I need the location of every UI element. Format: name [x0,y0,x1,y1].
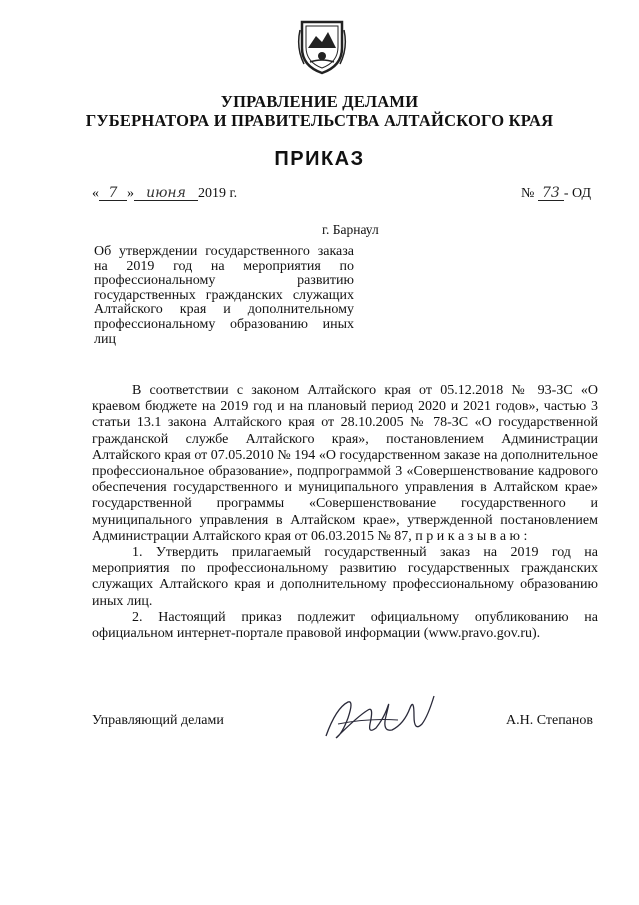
number-value: 73 [538,186,564,201]
date-year: 2019 г. [198,186,238,201]
document-date [92,186,237,202]
document-body [92,383,598,642]
city: г. Барнаул [322,222,379,237]
body-paragraph-item-1: 1. Утвердить прилагаемый государственный заказ на 2019 год на мероприятия по профессиональному развитию государственных гражданских служащих Алтайского края и дополнительному профессиональному образованию иных лиц. [92,545,598,609]
handwritten-signature [318,688,438,746]
organization-name-line-1: УПРАВЛЕНИЕ ДЕЛАМИ [220,92,419,111]
number-suffix: - ОД [563,186,591,201]
document-subject: Об утверждении государственного заказа на 2019 год на мероприятия по профессиональному развитию государственных гражданских служащих Алтайского края и дополнительному профессиональному образованию иных лиц [94,244,354,347]
number-prefix: № [521,186,535,201]
signatory-position: Управляющий делами [92,713,224,728]
body-paragraph-preamble: В соответствии с законом Алтайского края от 05.12.2018 № 93-ЗС «О краевом бюджете на 2019 год и на плановый период 2020 и 2021 годов», частью 3 статьи 13.1 закона Алтайского края от 28.10.2005 № 78-ЗС «О государственной гражданской службе Алтайского края», постановлением Администрации Алтайского края от 07.05.2010 № 194 «О государственном заказе на дополнительное профессиональное образование», подпрограммой 3 «Совершенствование кадрового обеспечения государственного и муниципального управления в Алтайском крае» государственной программы «Совершенствование государственного и муниципального управления в Алтайском крае», утвержденной постановлением Администрации Алтайского края от 06.03.2015 № 87, п р и к а з ы в а ю : [92,383,598,544]
date-open-quote: « [92,186,99,201]
signatory-name: А.Н. Степанов [505,713,593,728]
date-close-quote: » [127,186,134,201]
body-paragraph-item-2: 2. Настоящий приказ подлежит официальному опубликованию на официальном интернет-портале правовой информации (www.pravo.gov.ru). [92,609,598,642]
document-type-title: ПРИКАЗ [274,148,365,170]
document-number [521,186,591,202]
organization-name-line-2: ГУБЕРНАТОРА И ПРАВИТЕЛЬСТВА АЛТАЙСКОГО КРАЯ [85,111,554,130]
altai-krai-emblem-icon [296,18,348,76]
date-day: 7 [99,186,127,201]
date-month: июня [134,186,198,201]
